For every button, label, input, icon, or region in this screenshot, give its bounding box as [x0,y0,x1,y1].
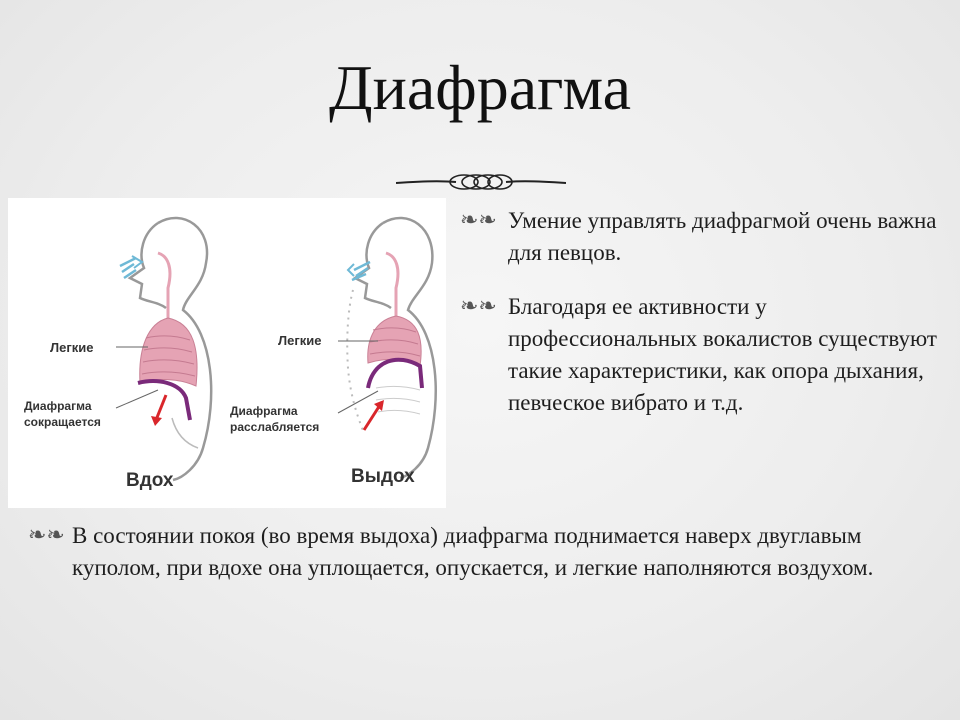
bullet-text: Умение управлять диафрагмой очень важна для певцов. [508,208,937,265]
inhale-diaphragm-label-1: Диафрагма [24,399,92,413]
title-ornament-icon [396,168,566,196]
breathing-diagram [8,198,446,508]
bottom-bullet-list [28,520,928,584]
list-item [460,291,940,419]
inhale-lungs-label: Легкие [50,340,94,355]
exhale-lungs-label: Легкие [278,333,322,348]
exhale-caption: Выдох [351,466,415,487]
ornament-bullet-icon: ❧❧ [28,523,65,548]
inhale-diaphragm-label-2: сокращается [24,415,101,429]
bullet-text: Благодаря ее активности у профессиональных вокалистов существуют такие характеристики, как опора дыхания, певческое вибрато и т.д. [508,294,937,415]
list-item [460,205,940,269]
slide-title: Диафрагма [328,52,632,123]
inhale-caption: Вдох [126,470,174,491]
exhale-diaphragm-label-2: расслабляется [230,420,320,434]
exhale-figure [338,218,436,478]
exhale-diaphragm-label-1: Диафрагма [230,404,298,418]
list-item [28,520,928,584]
ornament-bullet-icon: ❧❧ [460,294,497,319]
right-bullet-list [460,205,940,441]
inhale-figure [116,218,211,480]
bullet-text: В состоянии покоя (во время выдоха) диафрагма поднимается наверх двуглавым куполом, при вдохе она уплощается, опускается, и легкие наполняются воздухом. [72,523,874,580]
ornament-bullet-icon: ❧❧ [460,208,497,233]
